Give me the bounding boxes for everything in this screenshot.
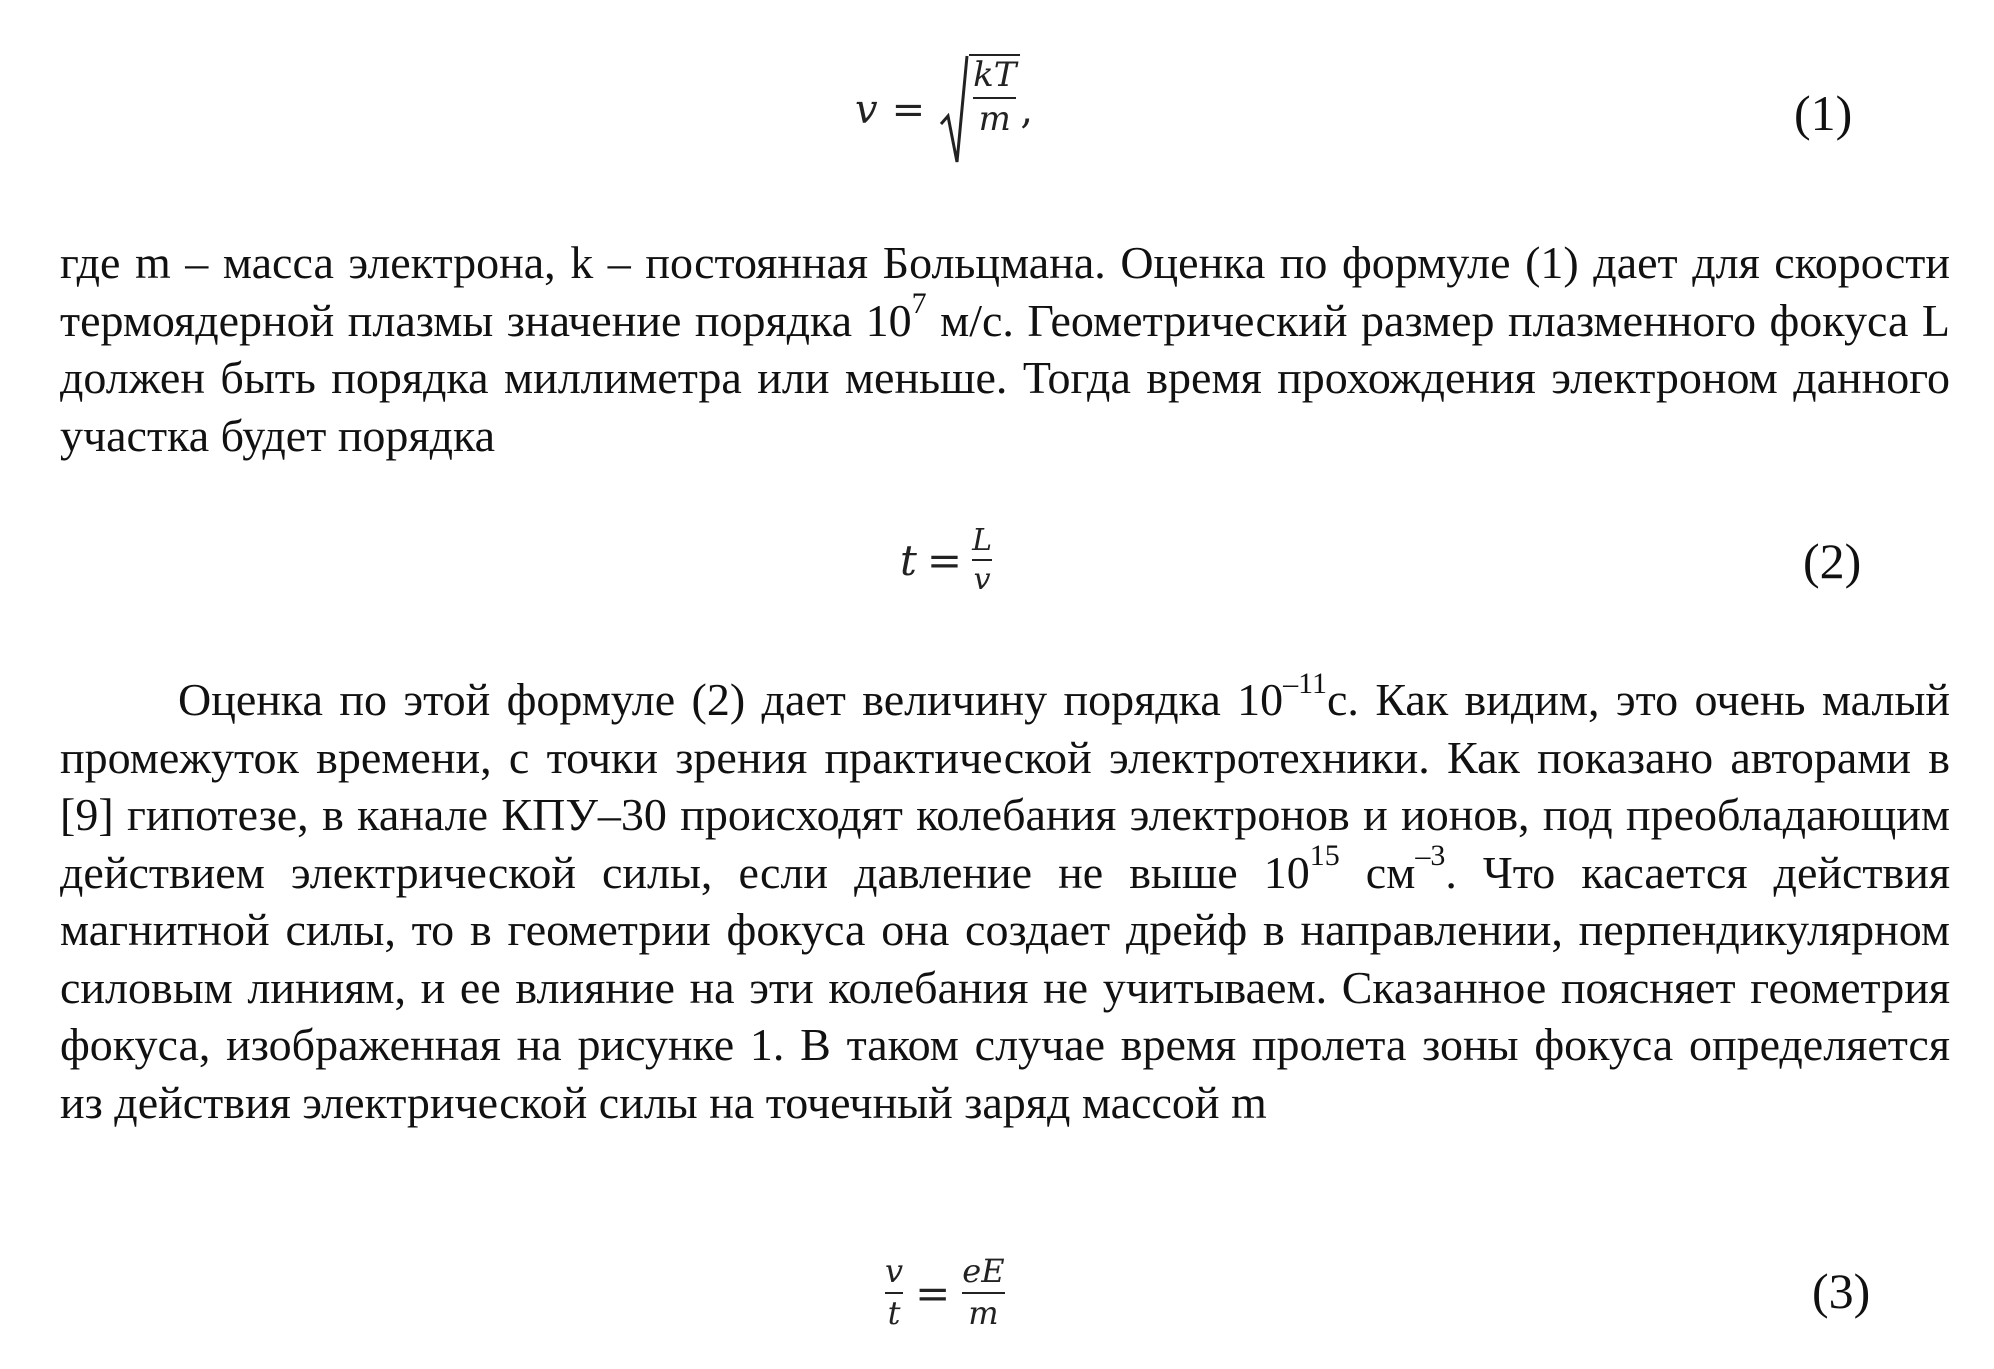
paragraph-2-text-d: . Что касается действия магнитной силы, то в геометрии фокуса она создает дрейф в направлении, перпендикулярном силовым линиям, и ее влияние на эти колебания не учитываем. Сказанное поясняет геометрия фокуса, изображенная на рисунке 1. В таком случае время пролета зоны фокуса определяется из действия электрической силы на точечный заряд массой m (60, 846, 1950, 1128)
equation-2-fraction (972, 522, 993, 597)
equation-1-lhs: v (855, 87, 878, 133)
paragraph-2-text-b: с. Как видим, это очень малый промежуток времени, с точки зрения практической электротехники. Как показано авторами в [9] гипотезе, в канале КПУ–30 происходят колебания электронов и ионов, под преобладающим действием электрической силы, если давление не выше 10 (60, 674, 1950, 898)
equation-1-number: (1) (1794, 85, 1853, 141)
equation-1-sqrt (939, 54, 1020, 166)
equation-3-rhs-denominator: m (968, 1294, 999, 1332)
equation-1-numerator: kT (973, 55, 1017, 95)
fraction-bar (972, 559, 992, 561)
paragraph-1-text-a: где m – масса электрона, k – постоянная Больцмана. Оценка по формуле (1) дает для скорости термоядерной плазмы значение порядка 10 (60, 237, 1950, 346)
paragraph-1-exponent: 7 (911, 287, 927, 321)
equation-1 (855, 50, 1033, 170)
equation-3-lhs-fraction (885, 1252, 904, 1332)
paragraph-1-text-b: м/с. Геометрический размер плазменного фокуса L должен быть порядка миллиметра или меньше. Тогда время прохождения электроном данного участка будет порядка (60, 294, 1950, 461)
paragraph-2-text-c: см (1339, 846, 1416, 898)
equation-2-lhs: t (900, 535, 917, 585)
equation-3-rhs-numerator: eE (962, 1252, 1005, 1291)
equation-3-rhs-fraction (962, 1252, 1005, 1332)
equation-3-equals: = (915, 1268, 951, 1318)
equation-2 (900, 515, 992, 605)
equation-3-lhs-numerator: v (885, 1252, 904, 1291)
paragraph-2 (60, 666, 1950, 1131)
radical-sign-icon (939, 54, 969, 166)
paragraph-2-exponent-a: –11 (1283, 666, 1328, 700)
paragraph-2-exponent-c: –3 (1415, 839, 1446, 873)
paragraph-1 (60, 234, 1950, 464)
equation-3-number: (3) (1812, 1263, 1871, 1319)
equation-1-fraction (973, 55, 1017, 139)
equation-2-numerator: L (972, 522, 993, 558)
equation-1-trailing-comma: , (1020, 87, 1034, 133)
equation-1-equals: = (891, 87, 926, 133)
equation-2-denominator: v (973, 562, 991, 597)
paragraph-2-text-a: Оценка по этой формуле (2) дает величину порядка 10 (178, 674, 1284, 725)
equation-1-denominator: m (978, 98, 1011, 139)
equation-2-number: (2) (1803, 533, 1862, 589)
equation-2-equals: = (926, 535, 963, 585)
paragraph-2-exponent-b: 15 (1309, 839, 1340, 873)
equation-3 (885, 1238, 1005, 1348)
equation-3-lhs-denominator: t (887, 1294, 901, 1332)
